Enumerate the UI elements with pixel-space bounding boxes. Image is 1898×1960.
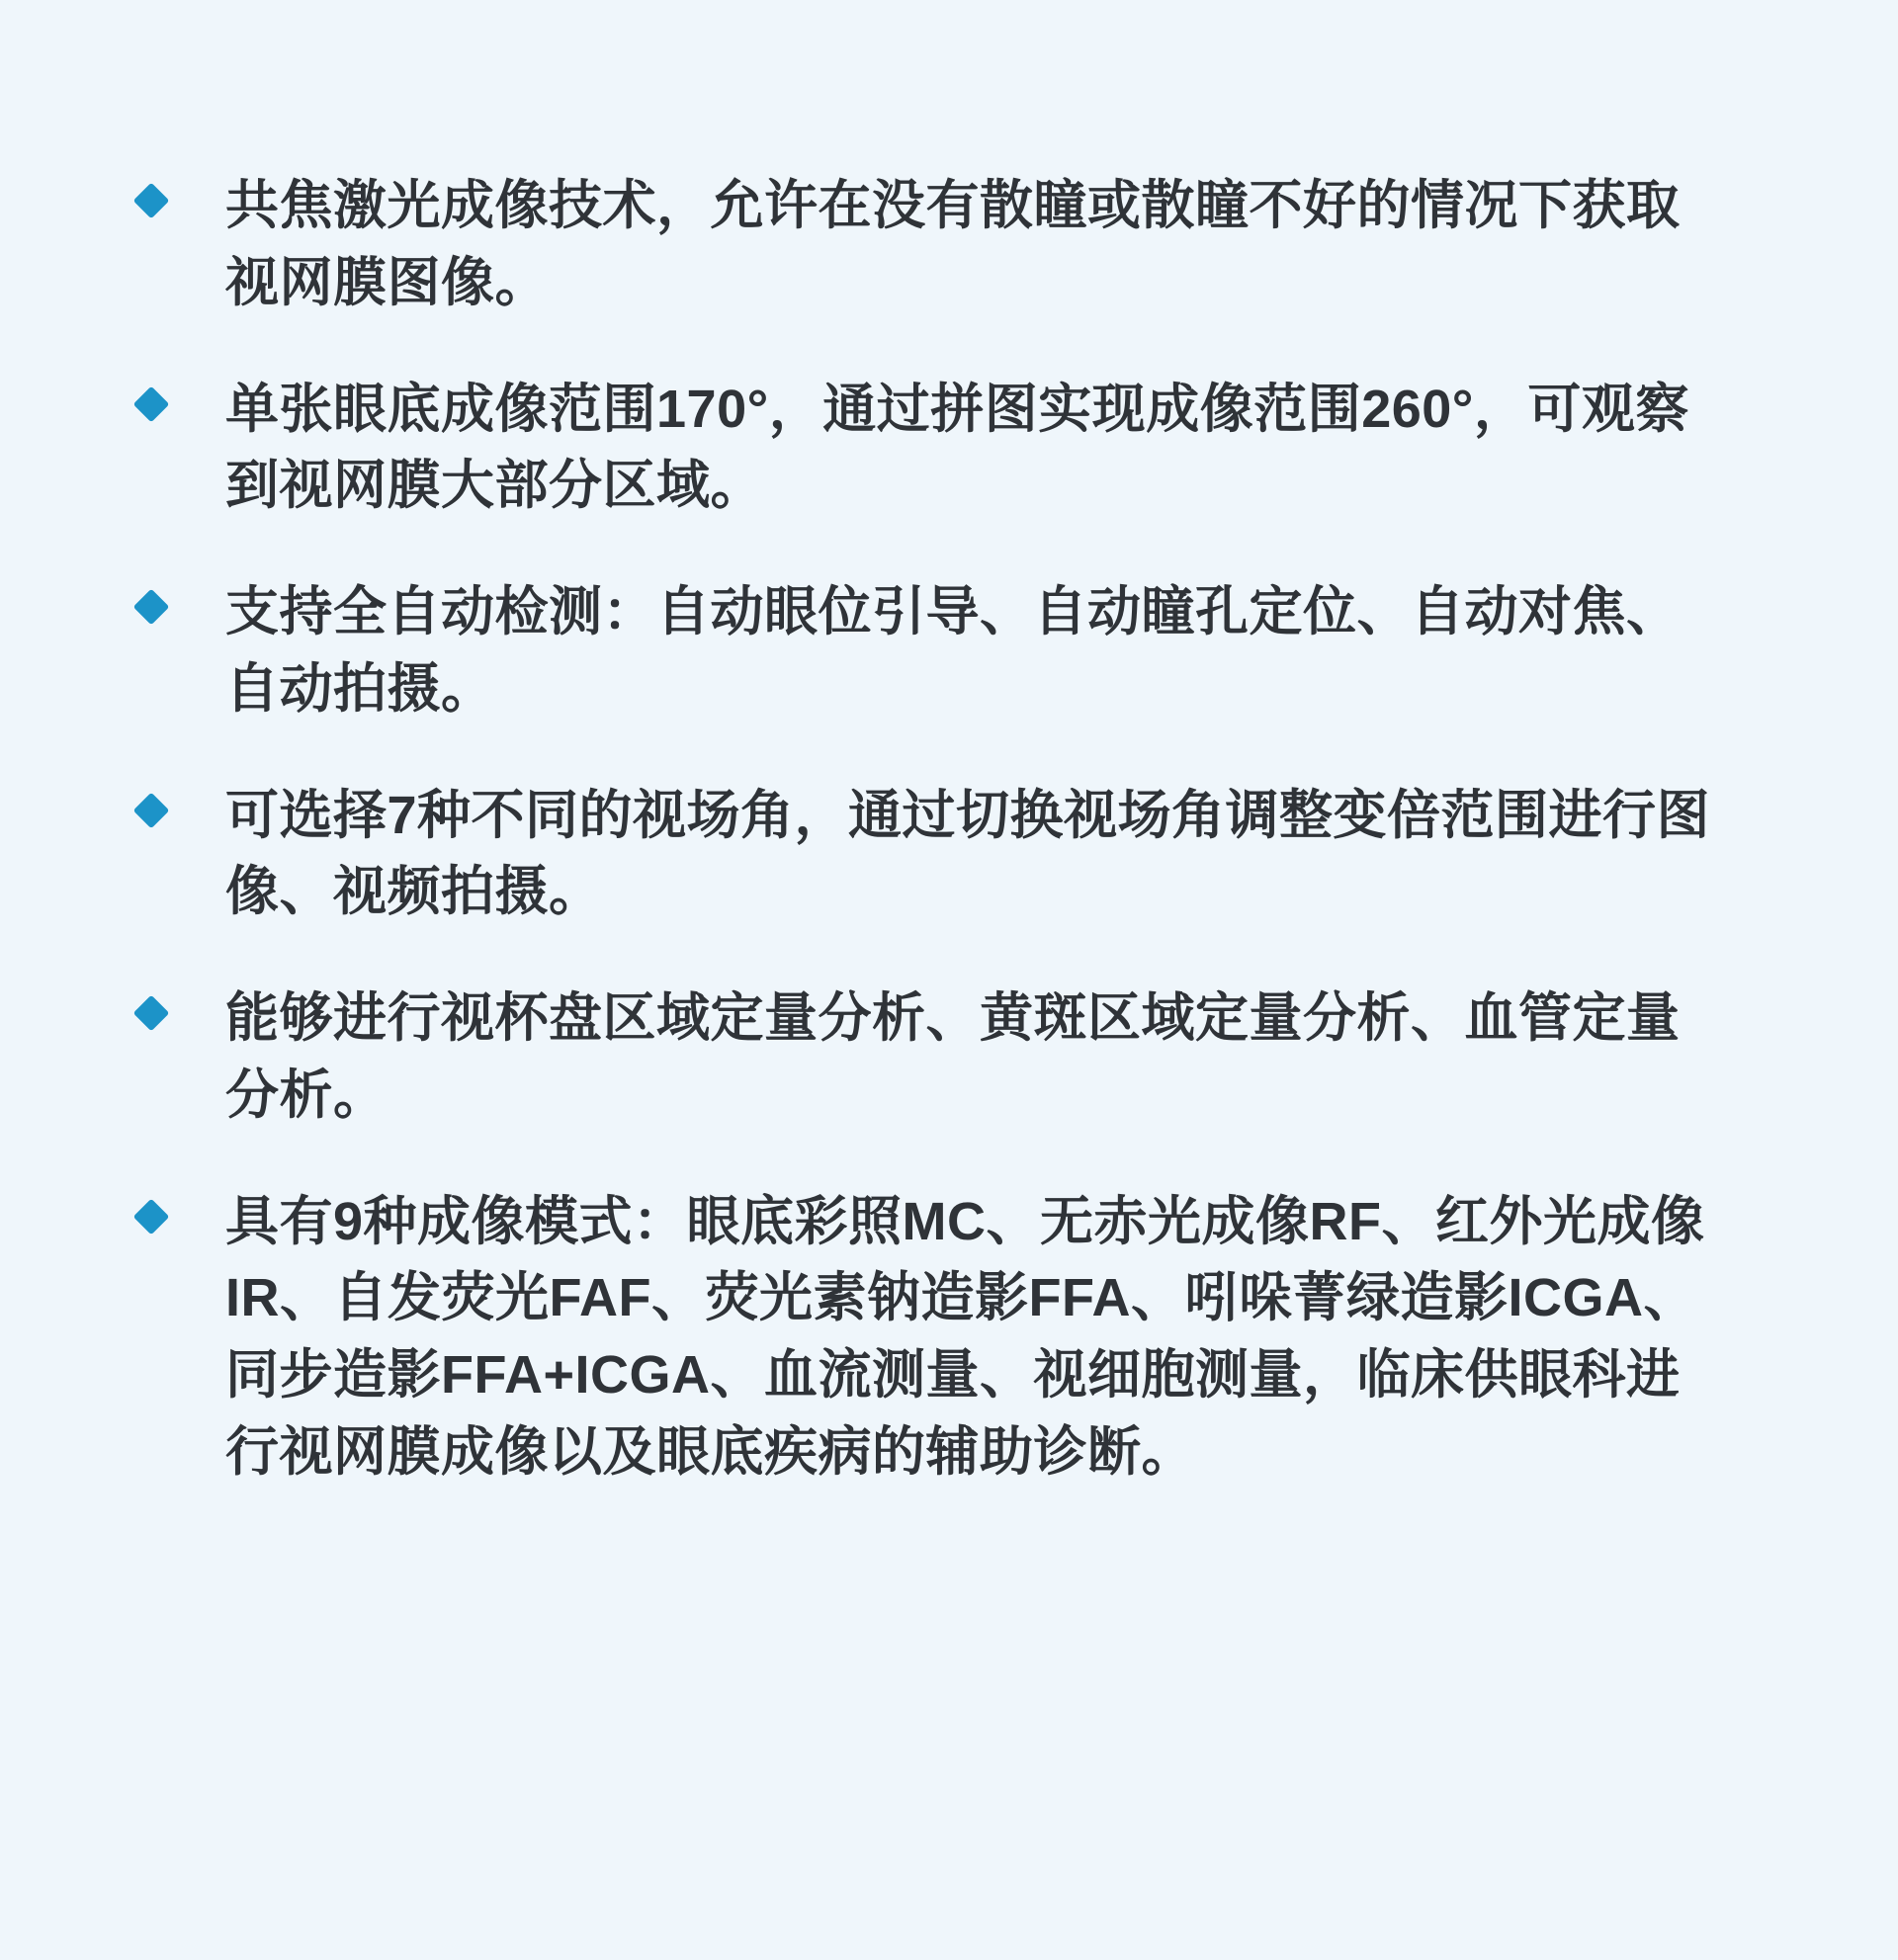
list-item: [138, 1184, 1760, 1491]
diamond-bullet-icon: [133, 792, 170, 828]
diamond-bullet-icon: [133, 1198, 170, 1235]
list-item-text: 共焦激光成像技术，允许在没有散瞳或散瞳不好的情况下获取视网膜图像。: [225, 176, 1681, 312]
list-item: [138, 372, 1760, 526]
list-item-text: 可选择7种不同的视场角，通过切换视场角调整变倍范围进行图像、视频拍摄。: [225, 785, 1711, 922]
diamond-bullet-icon: [133, 589, 170, 626]
feature-list: [138, 168, 1760, 1491]
list-item-text: 能够进行视杯盘区域定量分析、黄斑区域定量分析、血管定量分析。: [225, 988, 1681, 1125]
list-item: [138, 574, 1760, 728]
list-item-text: 单张眼底成像范围170°，通过拼图实现成像范围260°，可观察到视网膜大部分区域。: [225, 379, 1689, 516]
list-item: [138, 168, 1760, 322]
diamond-bullet-icon: [133, 995, 170, 1032]
diamond-bullet-icon: [133, 385, 170, 422]
list-item-text: 支持全自动检测：自动眼位引导、自动瞳孔定位、自动对焦、自动拍摄。: [225, 582, 1681, 719]
list-item: [138, 778, 1760, 932]
list-item: [138, 980, 1760, 1135]
list-item-text: 具有9种成像模式：眼底彩照MC、无赤光成像RF、红外光成像IR、自发荧光FAF、荧光素钠造影FFA、吲哚菁绿造影ICGA、同步造影FFA+ICGA、血流测量、视细胞测量，临床供眼科进行视网膜成像以及眼底疾病的辅助诊断。: [225, 1191, 1705, 1482]
diamond-bullet-icon: [133, 183, 170, 219]
